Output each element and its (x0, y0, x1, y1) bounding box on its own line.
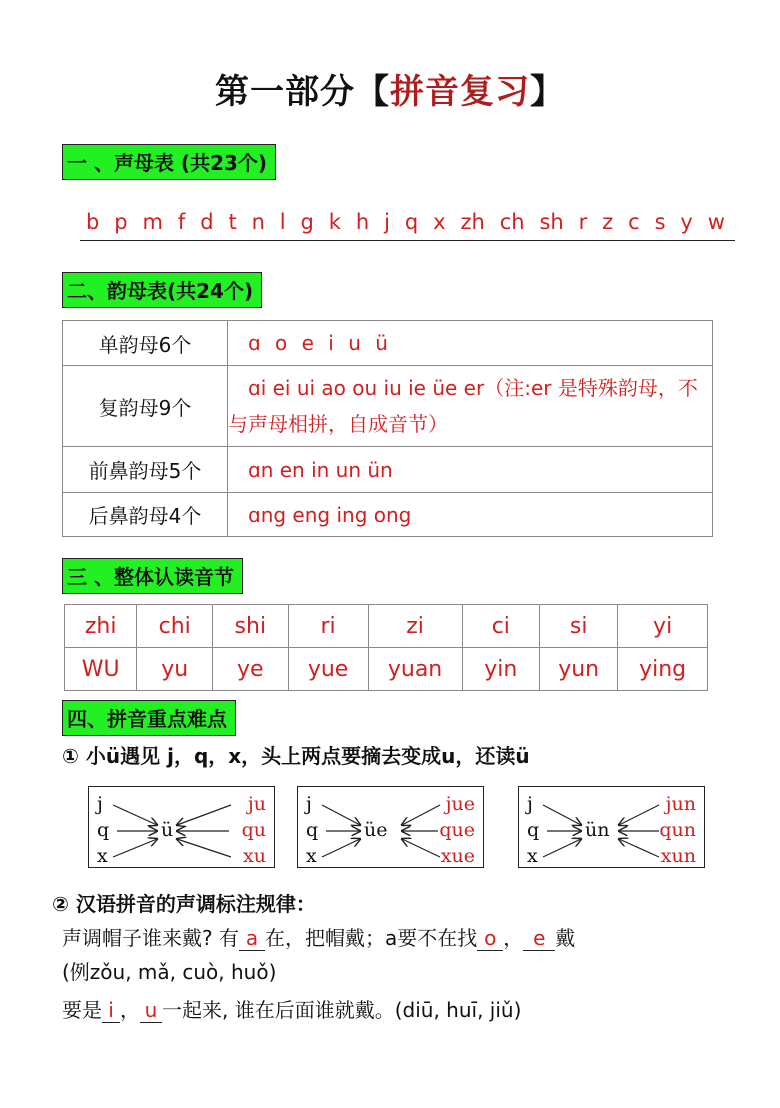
final-letter: ün (585, 819, 610, 841)
page-title (0, 64, 780, 113)
syllable-cell: yi (618, 605, 708, 648)
initial-letter: q (306, 819, 319, 841)
syllable-cell: yin (462, 648, 540, 691)
table-row (65, 605, 708, 648)
title-suffix: 】 (530, 72, 565, 112)
consonant-item: n (251, 210, 265, 234)
result-syllable: ju (247, 793, 266, 815)
result-syllable: xu (243, 845, 266, 867)
blank-u: u (140, 998, 162, 1023)
blank-e: e (523, 926, 555, 951)
vowel-table (62, 320, 713, 537)
result-syllable: xun (660, 845, 696, 867)
vowel-value: ɑ o e i u ü (228, 321, 713, 366)
title-highlight: 拼音复习 (390, 72, 530, 112)
consonant-item: f (177, 210, 186, 234)
consonant-item: r (578, 210, 588, 234)
result-syllable: jun (665, 793, 696, 815)
result-syllable: qun (659, 819, 696, 841)
jqx-box (297, 786, 484, 868)
table-row (63, 366, 713, 447)
consonant-item: j (384, 210, 390, 234)
consonant-item: ch (499, 210, 525, 234)
consonant-item: z (602, 210, 614, 234)
final-letter: üe (364, 819, 388, 841)
text: 在，把帽戴；a要不在找 (264, 926, 478, 950)
initial-letter: j (97, 793, 103, 815)
vowel-value: ɑng eng ing ong (228, 493, 713, 537)
consonant-list (80, 210, 735, 241)
initial-letter: j (527, 793, 533, 815)
table-row (65, 648, 708, 691)
syllables-heading: 三 、整体认读音节 (62, 558, 243, 594)
vowel-value: ɑi ei ui ao ou iu ie üe er (248, 376, 485, 400)
vowels-heading: 二、韵母表(共24个) (62, 272, 262, 308)
rule-one: ① 小ü遇见 j，q，x，头上两点要摘去变成u，还读ü (62, 744, 530, 768)
vowel-label: 前鼻韵母5个 (63, 447, 228, 493)
syllable-cell: ye (213, 648, 289, 691)
vowel-label: 单韵母6个 (63, 321, 228, 366)
initial-letter: q (97, 819, 110, 841)
syllable-cell: ying (618, 648, 708, 691)
consonant-item: w (707, 210, 725, 234)
tone-rule-line-one (62, 922, 575, 951)
table-row (63, 321, 713, 366)
result-syllable: xue (440, 845, 475, 867)
syllable-table (64, 604, 708, 691)
title-prefix: 第一部分【 (215, 72, 390, 112)
initial-letter: j (306, 793, 312, 815)
syllable-cell: zhi (65, 605, 137, 648)
vowel-label: 后鼻韵母4个 (63, 493, 228, 537)
final-letter: ü (161, 819, 174, 841)
initial-letter: x (527, 845, 538, 867)
table-row (63, 493, 713, 537)
consonant-item: s (654, 210, 666, 234)
vowel-value: ɑn en in un ün (228, 447, 713, 493)
syllable-cell: WU (65, 648, 137, 691)
syllable-cell: chi (137, 605, 213, 648)
result-syllable: que (439, 819, 475, 841)
consonant-item: m (142, 210, 163, 234)
consonant-item: b (86, 210, 100, 234)
syllable-cell: ri (288, 605, 368, 648)
consonant-item: p (114, 210, 128, 234)
text: 戴 (555, 926, 576, 950)
initial-letter: x (97, 845, 108, 867)
consonant-item: k (328, 210, 341, 234)
text: ， (503, 926, 524, 950)
consonant-item: y (680, 210, 693, 234)
vowel-label: 复韵母9个 (63, 366, 228, 447)
text: 要是 (62, 998, 102, 1022)
syllable-cell: zi (368, 605, 462, 648)
syllable-cell: yue (288, 648, 368, 691)
initial-letter: x (306, 845, 317, 867)
syllable-cell: ci (462, 605, 540, 648)
jqx-box (518, 786, 705, 868)
result-syllable: qu (241, 819, 266, 841)
consonant-item: h (355, 210, 370, 234)
arrows-icon (298, 787, 483, 867)
blank-i: i (102, 998, 120, 1023)
syllable-cell: yun (540, 648, 618, 691)
syllable-cell: shi (213, 605, 289, 648)
rule-two: ② 汉语拼音的声调标注规律： (52, 892, 316, 916)
consonant-item: zh (460, 210, 485, 234)
text: 声调帽子谁来戴? 有 (62, 926, 239, 950)
result-syllable: jue (445, 793, 475, 815)
initial-letter: q (527, 819, 540, 841)
blank-o: o (477, 926, 503, 951)
jqx-box (88, 786, 275, 868)
consonant-item: l (279, 210, 286, 234)
consonant-item: d (200, 210, 214, 234)
text: ， (120, 998, 140, 1022)
syllable-cell: yu (137, 648, 213, 691)
vowel-value-cell (228, 366, 713, 447)
consonant-item: sh (539, 210, 564, 234)
consonant-item: t (228, 210, 237, 234)
syllable-cell: si (540, 605, 618, 648)
consonants-heading: 一 、声母表 (共23个) (62, 144, 276, 180)
tone-rule-line-three (62, 994, 521, 1023)
arrows-icon (89, 787, 274, 867)
difficulties-heading: 四、拼音重点难点 (62, 700, 236, 736)
tone-rule-example: (例zǒu, mǎ, cuò, huǒ) (62, 960, 277, 984)
syllable-cell: yuan (368, 648, 462, 691)
consonant-item: g (300, 210, 314, 234)
table-row (63, 447, 713, 493)
consonant-item: c (628, 210, 640, 234)
arrows-icon (519, 787, 704, 867)
blank-a: a (239, 926, 265, 951)
consonant-item: q (404, 210, 419, 234)
vowel-note: （注:er 是特殊韵母，不与声母相拼，自成音节） (228, 376, 698, 436)
text: 一起来, 谁在后面谁就戴。(diū, huī, jiǔ) (162, 998, 522, 1022)
consonant-item: x (433, 210, 446, 234)
